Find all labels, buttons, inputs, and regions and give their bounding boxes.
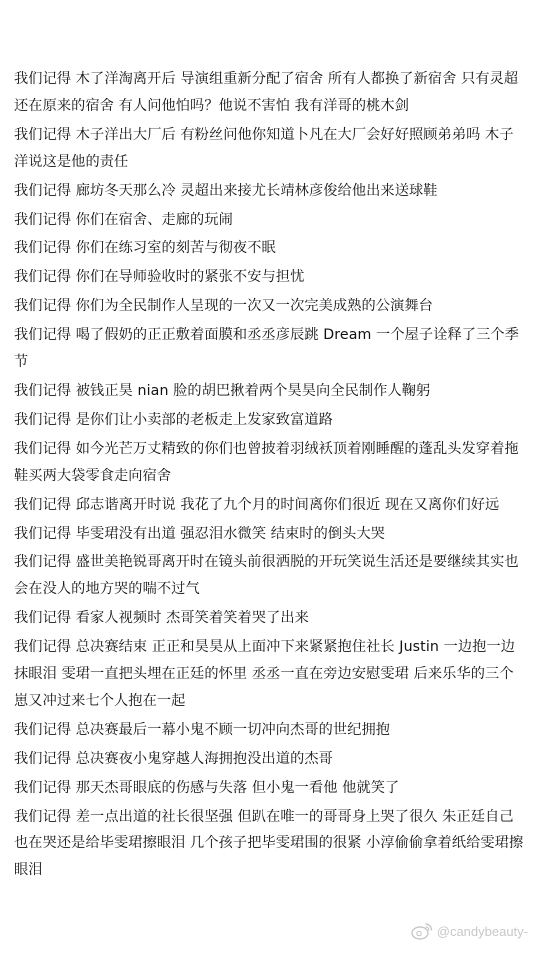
paragraph: 我们记得 廊坊冬天那么冷 灵超出来接尤长靖林彦俊给他出来送球鞋 xyxy=(14,182,438,199)
paragraph: 我们记得 总决赛夜小鬼穿越人海拥抱没出道的杰哥 xyxy=(14,750,333,767)
paragraph: 我们记得 你们为全民制作人呈现的一次又一次完美成熟的公演舞台 xyxy=(14,298,433,315)
paragraph: 我们记得 你们在练习室的刻苦与彻夜不眠 xyxy=(14,240,276,257)
paragraph: 我们记得 毕雯珺没有出道 强忍泪水微笑 结束时的倒头大哭 xyxy=(14,525,386,542)
paragraph: 我们记得 差一点出道的社长很坚强 但趴在唯一的哥哥身上哭了很久 朱正廷自己也在哭还是给毕雯珺擦眼泪 几个孩子把毕雯珺围的很紧 小淳偷偷拿着纸给雯珺擦眼泪 xyxy=(14,808,524,879)
document-body xyxy=(14,66,526,886)
paragraph: 我们记得 木了洋淘离开后 导演组重新分配了宿舍 所有人都换了新宿舍 只有灵超还在原来的宿舍 有人问他怕吗？他说不害怕 我有洋哥的桃木剑 xyxy=(14,71,519,114)
paragraph: 我们记得 总决赛结束 正正和昊昊从上面冲下来紧紧抱住社长 Justin 一边抱一边抹眼泪 雯珺一直把头埋在正廷的怀里 丞丞一直在旁边安慰雯珺 后来乐华的三个崽又冲过来七个人抱在一起 xyxy=(14,639,516,709)
paragraph: 我们记得 如今光芒万丈精致的你们也曾披着羽绒袄顶着刚睡醒的蓬乱头发穿着拖鞋买两大袋零食走向宿舍 xyxy=(14,440,519,484)
paragraph: 我们记得 木子洋出大厂后 有粉丝问他你知道卜凡在大厂会好好照顾弟弟吗 木子洋说这是他的责任 xyxy=(14,126,514,170)
paragraph: 我们记得 你们在导师验收时的紧张不安与担忧 xyxy=(14,269,305,286)
paragraph: 我们记得 邱志谐离开时说 我花了九个月的时间离你们很近 现在又离你们好远 xyxy=(14,496,500,513)
paragraph: 我们记得 那天杰哥眼底的伤感与失落 但小鬼一看他 他就笑了 xyxy=(14,779,400,796)
watermark xyxy=(411,922,528,940)
paragraph: 我们记得 总决赛最后一幕小鬼不顾一切冲向杰哥的世纪拥抱 xyxy=(14,721,391,738)
paragraph: 我们记得 你们在宿舍、走廊的玩闹 xyxy=(14,211,233,228)
paragraph: 我们记得 是你们让小卖部的老板走上发家致富道路 xyxy=(14,411,333,428)
paragraph: 我们记得 盛世美艳锐哥离开时在镜头前很洒脱的开玩笑说生活还是要继续其实也会在没人的地方哭的喘不过气 xyxy=(14,554,519,598)
paragraph: 我们记得 看家人视频时 杰哥笑着笑着哭了出来 xyxy=(14,610,309,627)
paragraph: 我们记得 喝了假奶的正正敷着面膜和丞丞彦辰跳 Dream 一个屋子诠释了三个季节 xyxy=(14,327,519,371)
weibo-icon xyxy=(411,922,433,940)
watermark-handle: @candybeauty- xyxy=(436,923,528,939)
paragraph: 我们记得 被钱正昊 nian 脸的胡巴揪着两个昊昊向全民制作人鞠躬 xyxy=(14,382,431,399)
